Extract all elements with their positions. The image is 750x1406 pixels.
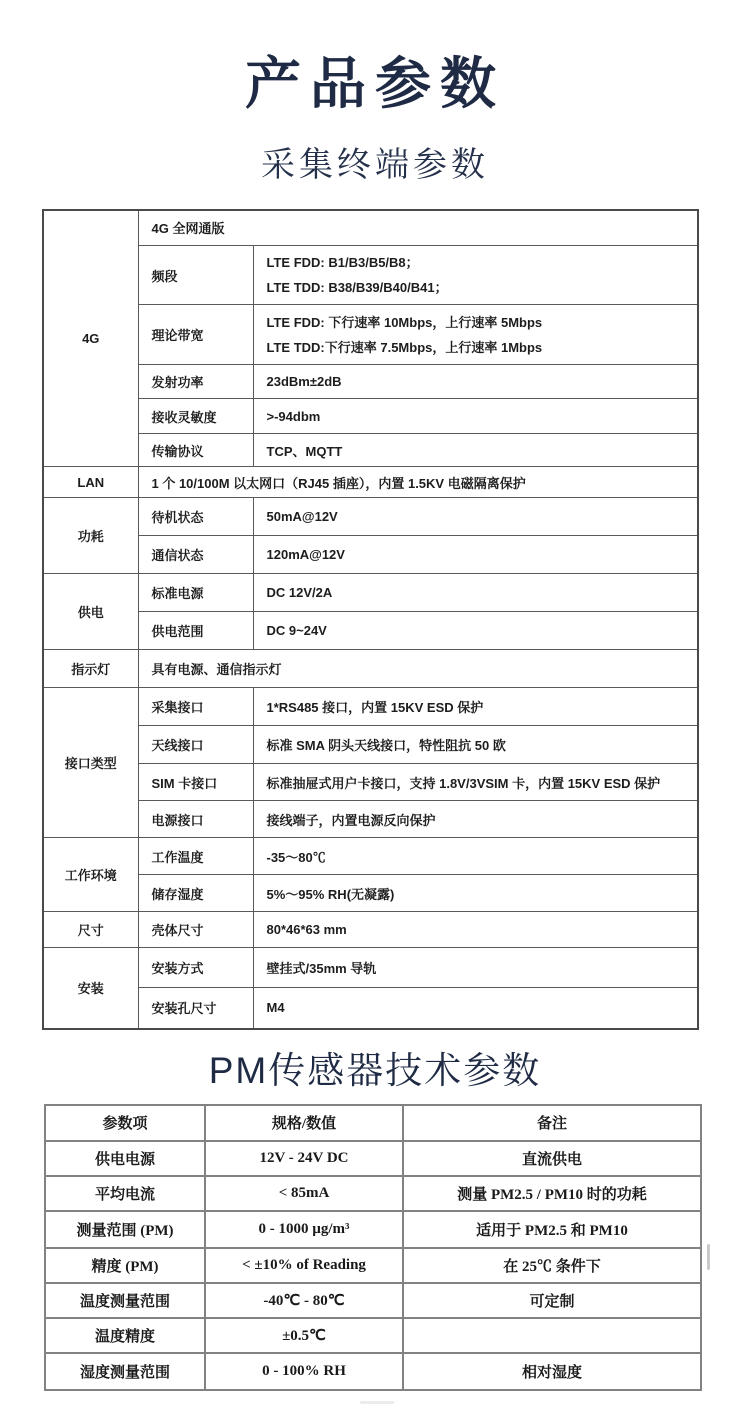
param-value-cell: [253, 305, 698, 365]
param-value-cell: 标准 SMA 阴头天线接口，特性阻抗 50 欧: [253, 726, 698, 764]
table-row: [45, 1211, 701, 1248]
param-name-cell: 供电电源: [45, 1141, 205, 1176]
param-value-cell: DC 9~24V: [253, 612, 698, 650]
category-cell: 尺寸: [43, 912, 138, 948]
param-label-cell: 接收灵敏度: [138, 399, 253, 434]
value-line: LTE FDD: B1/B3/B5/B8；: [266, 255, 419, 271]
param-value-cell: 4G 全网通版: [138, 210, 698, 246]
category-cell: 接口类型: [43, 688, 138, 838]
table-row: [43, 988, 698, 1029]
page-title: 产品参数: [245, 52, 505, 115]
category-cell: 供电: [43, 574, 138, 650]
column-header: 备注: [403, 1105, 701, 1141]
param-label-cell: 理论带宽: [138, 305, 253, 365]
table-row: [43, 838, 698, 875]
param-value-cell: >-94dbm: [253, 399, 698, 434]
table-row: [43, 726, 698, 764]
param-value-cell: DC 12V/2A: [253, 574, 698, 612]
param-label-cell: 壳体尺寸: [138, 912, 253, 948]
table-row: [45, 1176, 701, 1211]
table-row: [43, 574, 698, 612]
table-row: [43, 365, 698, 399]
category-cell: 工作环境: [43, 838, 138, 912]
param-spec-cell: ±0.5℃: [205, 1318, 403, 1353]
param-name-cell: 温度精度: [45, 1318, 205, 1353]
table-row: [43, 305, 698, 365]
table-row: [45, 1248, 701, 1283]
pm-spec-table: [44, 1104, 702, 1391]
param-spec-cell: 0 - 100% RH: [205, 1353, 403, 1390]
param-value-cell: 接线端子，内置电源反向保护: [253, 801, 698, 838]
table-row: [45, 1283, 701, 1318]
table-row: [43, 434, 698, 467]
param-label-cell: 安装孔尺寸: [138, 988, 253, 1029]
column-header: 参数项: [45, 1105, 205, 1141]
table-row: [45, 1353, 701, 1390]
param-spec-cell: -40℃ - 80℃: [205, 1283, 403, 1318]
table-row: [43, 399, 698, 434]
param-spec-cell: < ±10% of Reading: [205, 1248, 403, 1283]
table-row: [43, 467, 698, 498]
param-label-cell: 待机状态: [138, 498, 253, 536]
param-label-cell: 供电范围: [138, 612, 253, 650]
table-row: [45, 1141, 701, 1176]
param-label-cell: 工作温度: [138, 838, 253, 875]
table-row: [43, 801, 698, 838]
param-value-cell: 50mA@12V: [253, 498, 698, 536]
param-value-cell: [253, 246, 698, 305]
value-line: LTE FDD: 下行速率 10Mbps，上行速率 5Mbps: [266, 314, 543, 330]
param-label-cell: 天线接口: [138, 726, 253, 764]
param-note-cell: [403, 1318, 701, 1353]
param-label-cell: 通信状态: [138, 536, 253, 574]
param-value-cell: 标准抽屉式用户卡接口，支持 1.8V/3VSIM 卡，内置 15KV ESD 保护: [253, 764, 698, 801]
param-value-cell: TCP、MQTT: [253, 434, 698, 467]
param-note-cell: 在 25℃ 条件下: [403, 1248, 701, 1283]
horizontal-scrollbar-artifact: [360, 1401, 394, 1404]
param-value-cell: 120mA@12V: [253, 536, 698, 574]
param-value-cell: -35～80℃: [253, 838, 698, 875]
table-row: [43, 650, 698, 688]
param-value-cell: 1*RS485 接口，内置 15KV ESD 保护: [253, 688, 698, 726]
param-spec-cell: < 85mA: [205, 1176, 403, 1211]
param-name-cell: 平均电流: [45, 1176, 205, 1211]
param-name-cell: 精度 (PM): [45, 1248, 205, 1283]
param-label-cell: 采集接口: [138, 688, 253, 726]
column-header: 规格/数值: [205, 1105, 403, 1141]
param-spec-cell: 12V - 24V DC: [205, 1141, 403, 1176]
scrollbar-thumb[interactable]: [707, 1244, 710, 1270]
table-row: [43, 688, 698, 726]
param-note-cell: 相对湿度: [403, 1353, 701, 1390]
param-value-cell: 5%～95% RH(无凝露): [253, 875, 698, 912]
param-spec-cell: 0 - 1000 µg/m³: [205, 1211, 403, 1248]
param-value-cell: M4: [253, 988, 698, 1029]
category-cell: 指示灯: [43, 650, 138, 688]
param-label-cell: 发射功率: [138, 365, 253, 399]
table-row: [43, 210, 698, 246]
param-label-cell: 标准电源: [138, 574, 253, 612]
param-value-cell: 具有电源、通信指示灯: [138, 650, 698, 688]
category-cell: 4G: [43, 210, 138, 467]
param-label-cell: 传输协议: [138, 434, 253, 467]
param-note-cell: 适用于 PM2.5 和 PM10: [403, 1211, 701, 1248]
param-note-cell: 直流供电: [403, 1141, 701, 1176]
param-name-cell: 测量范围 (PM): [45, 1211, 205, 1248]
param-name-cell: 湿度测量范围: [45, 1353, 205, 1390]
param-note-cell: 可定制: [403, 1283, 701, 1318]
param-label-cell: SIM 卡接口: [138, 764, 253, 801]
value-line: LTE TDD:下行速率 7.5Mbps，上行速率 1Mbps: [266, 339, 543, 355]
value-line: LTE TDD: B38/B39/B40/B41；: [266, 280, 448, 296]
param-value-cell: 1 个 10/100M 以太网口（RJ45 插座），内置 1.5KV 电磁隔离保护: [138, 467, 698, 498]
param-label-cell: 频段: [138, 246, 253, 305]
table-header-row: [45, 1105, 701, 1141]
category-cell: LAN: [43, 467, 138, 498]
terminal-section-title: 采集终端参数: [261, 146, 489, 185]
param-value-cell: 壁挂式/35mm 导轨: [253, 948, 698, 988]
category-cell: 功耗: [43, 498, 138, 574]
table-row: [43, 246, 698, 305]
pm-section-title: PM传感器技术参数: [208, 1049, 542, 1091]
param-label-cell: 电源接口: [138, 801, 253, 838]
table-row: [43, 875, 698, 912]
table-row: [45, 1318, 701, 1353]
table-row: [43, 498, 698, 536]
terminal-spec-table: [42, 209, 699, 1030]
param-note-cell: 测量 PM2.5 / PM10 时的功耗: [403, 1176, 701, 1211]
param-value-cell: 23dBm±2dB: [253, 365, 698, 399]
table-row: [43, 912, 698, 948]
param-name-cell: 温度测量范围: [45, 1283, 205, 1318]
category-cell: 安装: [43, 948, 138, 1029]
param-label-cell: 安装方式: [138, 948, 253, 988]
table-row: [43, 764, 698, 801]
table-row: [43, 536, 698, 574]
param-label-cell: 储存湿度: [138, 875, 253, 912]
table-row: [43, 948, 698, 988]
table-row: [43, 612, 698, 650]
param-value-cell: 80*46*63 mm: [253, 912, 698, 948]
